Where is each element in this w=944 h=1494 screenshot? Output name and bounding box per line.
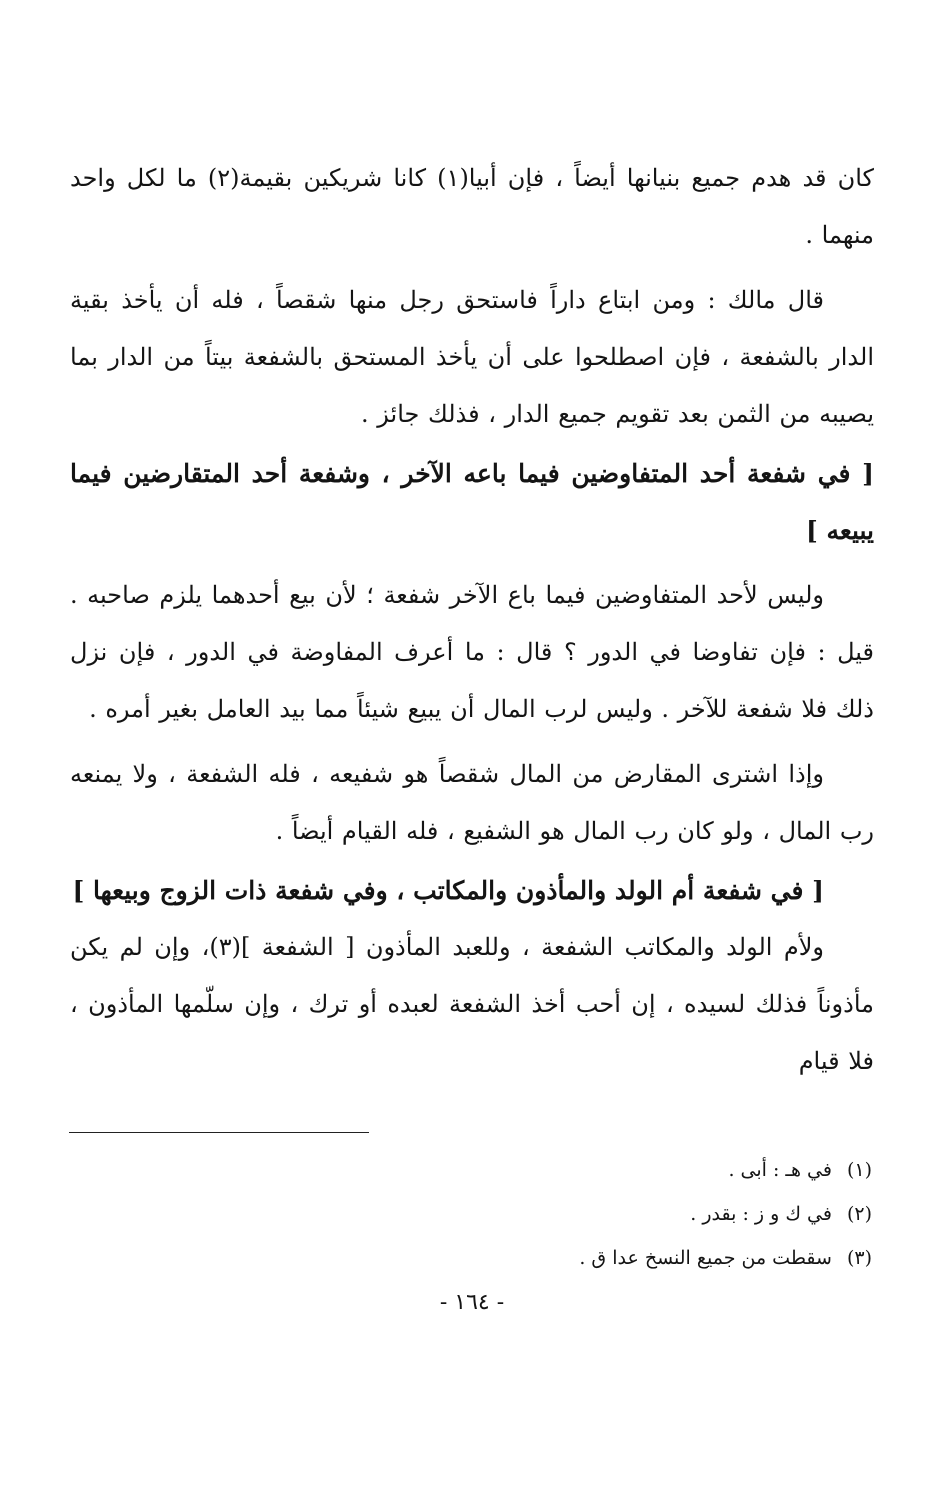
footnote-number: (١) — [846, 1159, 872, 1181]
section-heading-1: [ في شفعة أحد المتفاوضين فيما باعه الآخر ، وشفعة أحد المتقارضين فيما يبيعه ] — [70, 459, 874, 545]
body-paragraph-4: وإذا اشترى المقارض من المال شقصاً هو شفيعه ، فله الشفعة ، ولا يمنعه رب المال ، ولو كان رب المال هو الشفيع ، فله القيام أيضاً . — [70, 760, 874, 845]
body-paragraph-3: وليس لأحد المتفاوضين فيما باع الآخر شفعة ؛ لأن بيع أحدهما يلزم صاحبه . قيل : فإن تفاوضا في الدور ؟ قال : ما أعرف المفاوضة في الدور ، فإن نزل ذلك فلا شفعة للآخر . وليس لرب المال أن يبيع شيئاً مما بيد العامل بغير أمره . — [70, 581, 874, 723]
section-heading-2: [ في شفعة أم الولد والمأذون والمكاتب ، وفي شفعة ذات الزوج وبيعها ] — [72, 876, 824, 905]
page-number: - ١٦٤ - — [439, 1290, 505, 1315]
footnote-1 — [579, 1148, 872, 1192]
footnote-2 — [579, 1192, 872, 1236]
footnote-number: (٢) — [846, 1203, 872, 1225]
footnote-divider — [69, 1132, 369, 1133]
footnote-3 — [579, 1236, 872, 1280]
footnote-text: سقطت من جميع النسخ عدا ق . — [579, 1247, 832, 1269]
footnotes — [579, 1148, 872, 1280]
body-paragraph-2: قال مالك : ومن ابتاع داراً فاستحق رجل منها شقصاً ، فله أن يأخذ بقية الدار بالشفعة ، فإن اصطلحوا على أن يأخذ المستحق بالشفعة بيتاً من الدار بما يصيبه من الثمن بعد تقويم جميع الدار ، فذلك جائز . — [70, 286, 874, 428]
body-paragraph-5: ولأم الولد والمكاتب الشفعة ، وللعبد المأذون [ الشفعة ](٣)، وإن لم يكن مأذوناً فذلك لسيده ، إن أحب أخذ الشفعة لعبده أو ترك ، وإن سلّمها المأذون ، فلا قيام — [70, 933, 874, 1075]
footnote-text: في ك و ز : بقدر . — [690, 1203, 832, 1225]
footnote-number: (٣) — [846, 1247, 872, 1269]
footnote-text: في هـ : أبى . — [728, 1159, 832, 1181]
body-paragraph-1: كان قد هدم جميع بنيانها أيضاً ، فإن أبيا(١) كانا شريكين بقيمة(٢) ما لكل واحد منهما . — [70, 164, 874, 249]
